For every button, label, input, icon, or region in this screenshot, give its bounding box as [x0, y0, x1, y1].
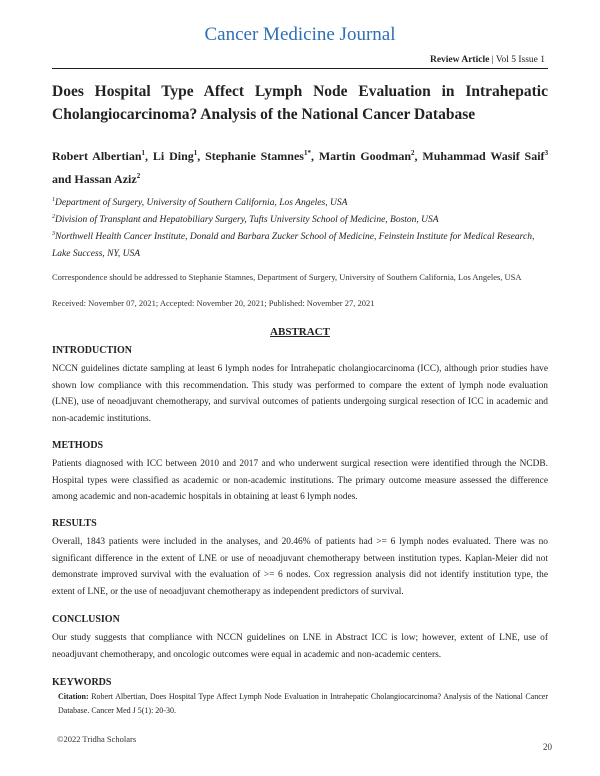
author-name: Robert Albertian	[52, 149, 142, 163]
page-number: 20	[543, 742, 552, 752]
author-name: Hassan Aziz	[74, 172, 137, 186]
journal-name: Cancer Medicine Journal	[204, 24, 396, 45]
volume-issue: Vol 5 Issue 1	[495, 55, 545, 65]
section-heading-introduction: INTRODUCTION	[52, 345, 133, 356]
author-affil-mark: 1	[193, 149, 198, 157]
author-name: Stephanie Stamnes	[205, 149, 304, 163]
section-heading-results: RESULTS	[52, 518, 97, 529]
author-affil-mark: 3	[544, 149, 549, 157]
correspondence: Correspondence should be addressed to Stephanie Stamnes, Department of Surgery, University of Southern California, Los Angeles, USA	[52, 272, 522, 282]
author-list: Robert Albertian$^1$, Li Ding$^1$, Stephanie Stamnes$^{1*}$, Martin Goodman$^2$, Muhammad Wasif Saif$^3$ and Hassan Aziz$^2$	[52, 149, 549, 186]
affiliation-number: 1	[52, 197, 55, 203]
author-affil-mark: 1	[141, 149, 146, 157]
section-heading-methods: METHODS	[52, 440, 104, 451]
abstract-heading: ABSTRACT	[270, 326, 330, 338]
copyright: ©2022 Tridha Scholars	[57, 734, 137, 744]
author-affil-mark: 1*	[303, 149, 311, 157]
citation	[58, 690, 548, 718]
section-body-conclusion: Our study suggests that compliance with NCCN guidelines on LNE in Abstract ICC is low; however, extent of LNE, use of neoadjuvant chemotherapy, and oncologic outcomes were equal in academic and non-academic centers.	[52, 633, 548, 660]
affiliation-text: Division of Transplant and Hepatobiliary Surgery, Tufts University School of Medicine, Boston, USA	[55, 215, 439, 226]
affiliation-number: 3	[52, 231, 55, 237]
section-body-methods: Patients diagnosed with ICC between 2010 and 2017 and who underwent surgical resection were identified through the NCDB. Hospital types were classified as academic or non-academic institutions. The primary outcome measure assessed the difference among academic and non-academic hospitals in obtaining at least 6 lymph nodes.	[52, 459, 548, 502]
author-affil-mark: 2	[136, 172, 141, 180]
article-title: Does Hospital Type Affect Lymph Node Evaluation in Intrahepatic Cholangiocarcinoma? Analysis of the National Cancer Database	[52, 83, 548, 123]
affiliation-text: Northwell Health Cancer Institute, Donald and Barbara Zucker School of Medicine, Feinstein Institute for Medical Research, Lake Success, NY, USA	[52, 232, 535, 260]
section-body-introduction: NCCN guidelines dictate sampling at least 6 lymph nodes for Intrahepatic cholangiocarcinoma (ICC), although prior studies have shown low compliance with this recommendation. This study was performed to compare the extent of lymph node evaluation (LNE), use of neoadjuvant chemotherapy, and survival outcomes of patients undergoing surgical resection of ICC in academic and non-academic institutions.	[52, 364, 548, 424]
section-body-results: Overall, 1843 patients were included in the analyses, and 20.46% of patients had >= 6 lymph nodes evaluated. There was no significant difference in the extent of LNE or use of neoadjuvant chemotherapy between institution types. Kaplan-Meier did not demonstrate improved survival with the evaluation of >= 6 nodes. Cox regression analysis did not identify institution type, the extent of LNE, or the use of neoadjuvant chemotherapy as independent predictors of survival.	[52, 537, 548, 597]
author-name: Li Ding	[152, 149, 194, 163]
header-rule	[52, 68, 548, 69]
issue-line	[430, 55, 545, 65]
author-affil-mark: 2	[411, 149, 415, 157]
section-heading-keywords: KEYWORDS	[52, 677, 112, 688]
citation-label: Citation:	[58, 692, 89, 701]
affiliation	[52, 226, 548, 263]
citation-text: Robert Albertian, Does Hospital Type Affect Lymph Node Evaluation in Intrahepatic Cholangiocarcinoma? Analysis of the National Cancer Database. Cancer Med J 5(1): 20-30.	[58, 692, 549, 715]
author-name: Martin Goodman	[318, 149, 412, 163]
affiliation-text: Department of Surgery, University of Southern California, Los Angeles, USA	[55, 198, 348, 209]
issue-separator: |	[491, 55, 494, 65]
article-type: Review Article	[429, 55, 490, 65]
article-dates: Received: November 07, 2021; Accepted: November 20, 2021; Published: November 27, 2021	[52, 298, 375, 308]
affiliation-number: 2	[52, 214, 55, 220]
author-name: Muhammad Wasif Saif	[422, 149, 545, 163]
section-heading-conclusion: CONCLUSION	[52, 614, 120, 625]
